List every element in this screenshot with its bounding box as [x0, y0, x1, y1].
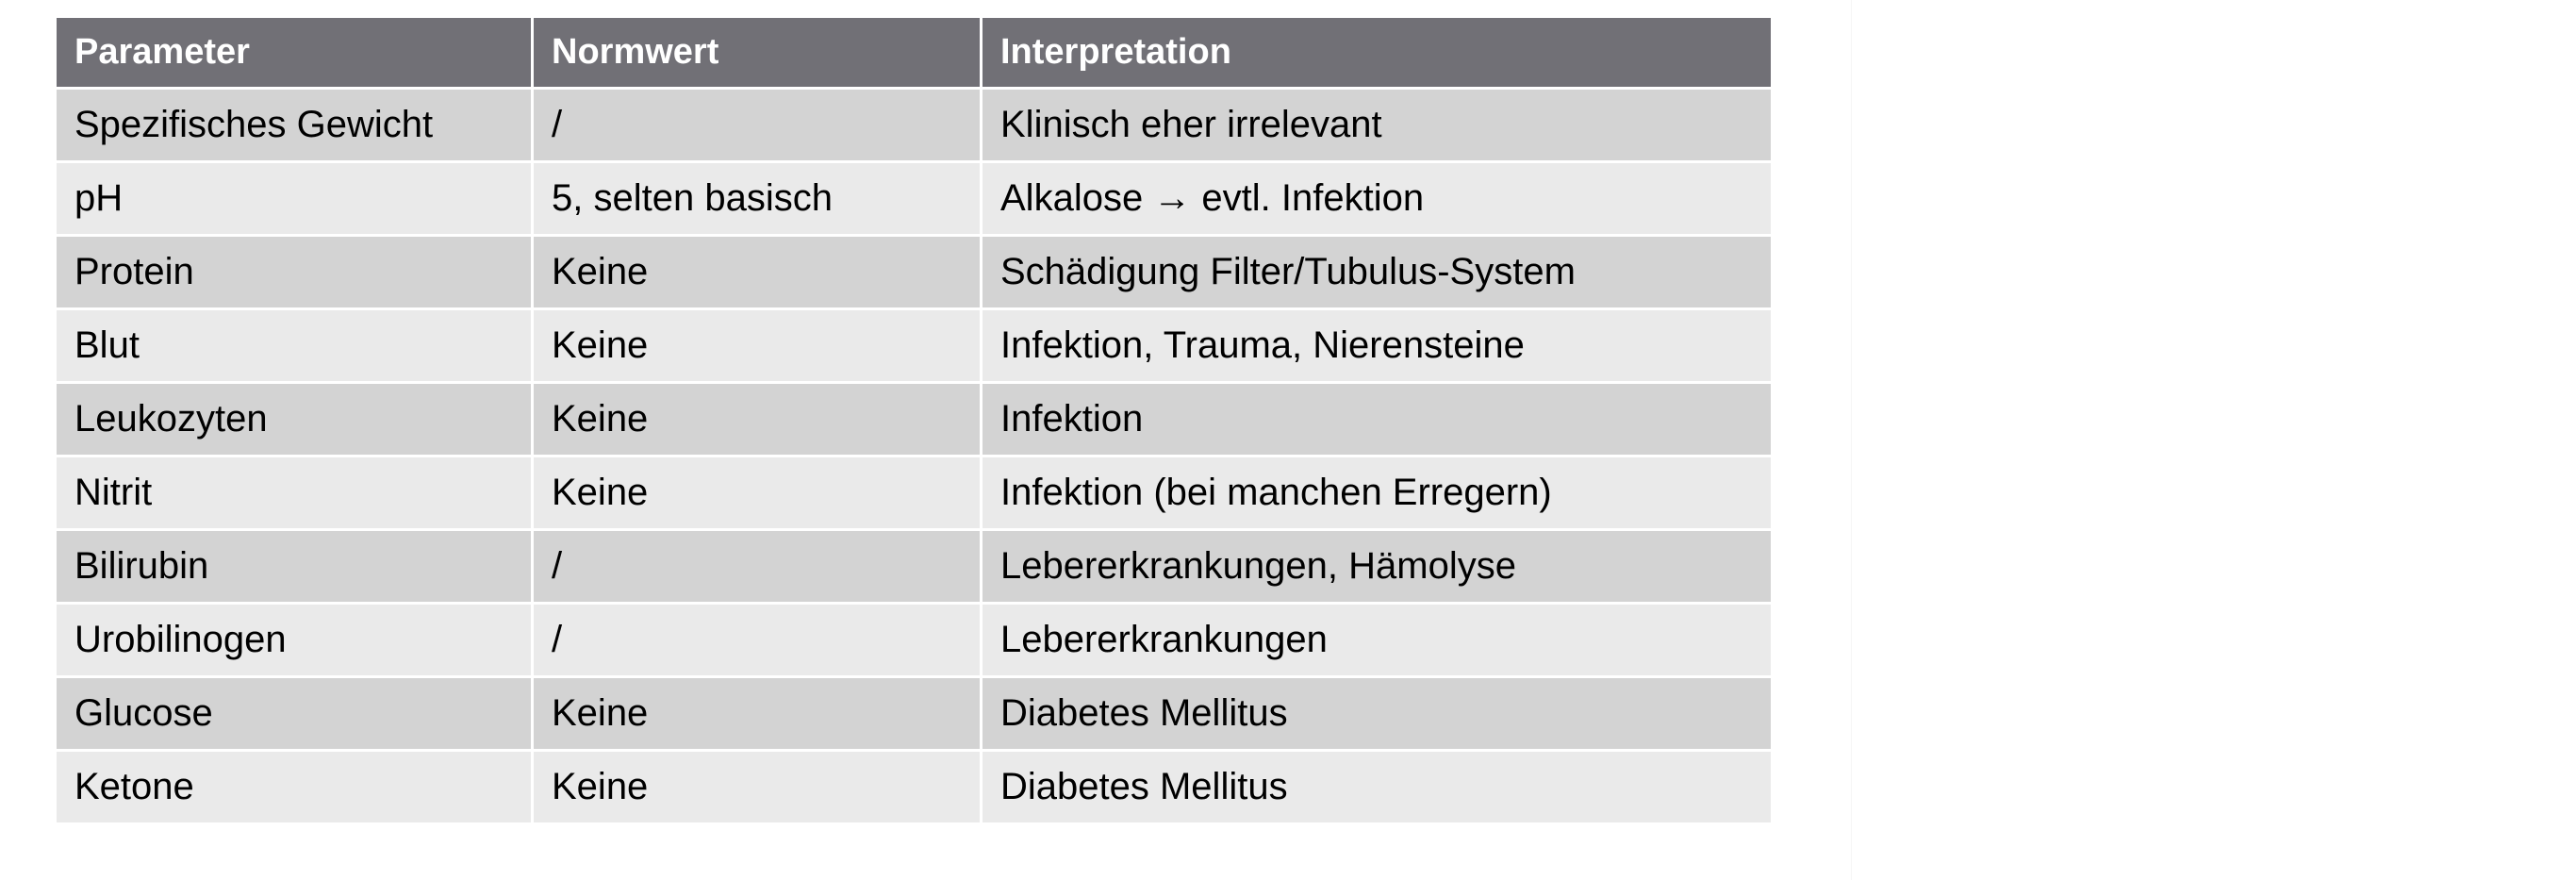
cell-parameter: Protein: [57, 237, 534, 310]
table-row: [57, 237, 1771, 310]
cell-parameter: Spezifisches Gewicht: [57, 90, 534, 163]
cell-normwert: /: [534, 605, 983, 678]
cell-normwert: Keine: [534, 457, 983, 531]
table-row: [57, 384, 1771, 457]
cell-parameter: pH: [57, 163, 534, 237]
cell-interpretation: Lebererkrankungen: [983, 605, 1771, 678]
cell-interpretation: Diabetes Mellitus: [983, 678, 1771, 752]
table-row: [57, 605, 1771, 678]
header-interpretation: Interpretation: [983, 18, 1771, 90]
table-row: [57, 752, 1771, 825]
cell-normwert: Keine: [534, 310, 983, 384]
cell-normwert: Keine: [534, 384, 983, 457]
cell-parameter: Ketone: [57, 752, 534, 825]
table-row: [57, 310, 1771, 384]
cell-interpretation: Schädigung Filter/Tubulus-System: [983, 237, 1771, 310]
table-row: [57, 457, 1771, 531]
header-parameter: Parameter: [57, 18, 534, 90]
cell-interpretation: Alkalose → evtl. Infektion: [983, 163, 1771, 237]
header-normwert: Normwert: [534, 18, 983, 90]
cell-normwert: Keine: [534, 678, 983, 752]
table-row: [57, 163, 1771, 237]
cell-interpretation: Infektion, Trauma, Nierensteine: [983, 310, 1771, 384]
cell-interpretation: Lebererkrankungen, Hämolyse: [983, 531, 1771, 605]
cell-interpretation: Klinisch eher irrelevant: [983, 90, 1771, 163]
cell-parameter: Leukozyten: [57, 384, 534, 457]
cell-normwert: 5, selten basisch: [534, 163, 983, 237]
table-row: [57, 90, 1771, 163]
cell-parameter: Bilirubin: [57, 531, 534, 605]
table-row: [57, 531, 1771, 605]
table-row: [57, 678, 1771, 752]
cell-parameter: Urobilinogen: [57, 605, 534, 678]
cell-normwert: /: [534, 531, 983, 605]
cell-interpretation: Infektion: [983, 384, 1771, 457]
cell-normwert: Keine: [534, 752, 983, 825]
table-header-row: [57, 18, 1771, 90]
cell-interpretation: Diabetes Mellitus: [983, 752, 1771, 825]
cell-parameter: Blut: [57, 310, 534, 384]
cell-interpretation: Infektion (bei manchen Erregern): [983, 457, 1771, 531]
cell-parameter: Glucose: [57, 678, 534, 752]
cell-normwert: /: [534, 90, 983, 163]
cell-parameter: Nitrit: [57, 457, 534, 531]
slide-edge-divider: [1851, 0, 1852, 880]
urine-test-table: [57, 18, 1771, 825]
cell-normwert: Keine: [534, 237, 983, 310]
